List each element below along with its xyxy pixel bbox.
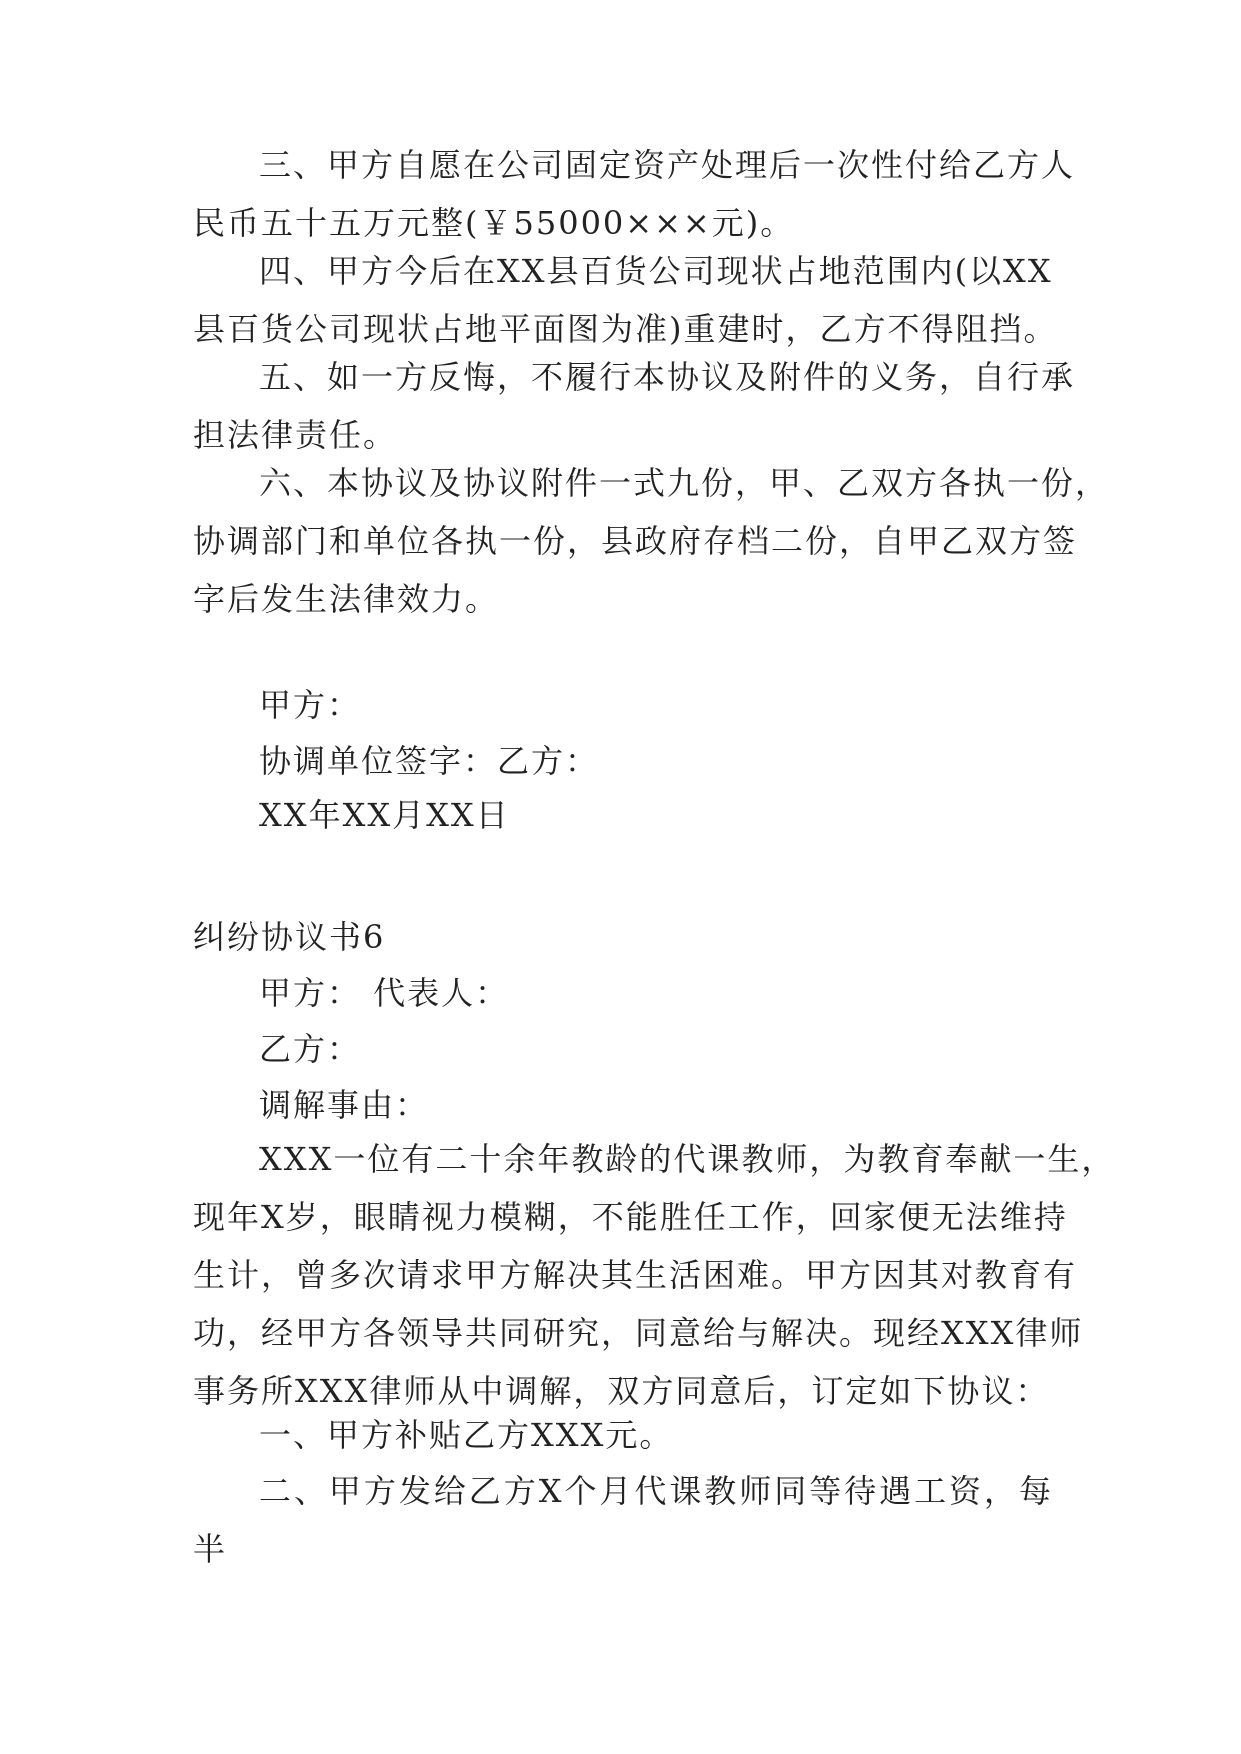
clause-4-line-2: 县百货公司现状占地平面图为准)重建时，乙方不得阻挡。	[193, 310, 1058, 348]
clause-6-line-1: 六、本协议及协议附件一式九份，甲、乙双方各执一份，	[259, 464, 1110, 502]
mediation-reason-text	[193, 1130, 1116, 1420]
coordinator-party-b-signature: 协调单位签字：乙方：	[259, 742, 600, 780]
clause-5	[193, 348, 1076, 464]
clause-3	[193, 136, 1076, 252]
clause-6	[193, 454, 1110, 628]
clause-6-line-3: 字后发生法律效力。	[193, 580, 500, 618]
agreement-6-title: 纠纷协议书6	[193, 918, 386, 956]
reason-line-3: 生计，曾多次请求甲方解决其生活困难。甲方因其对教育有	[193, 1256, 1078, 1294]
agreement-6-party-b: 乙方：	[259, 1030, 362, 1068]
party-a-signature: 甲方：	[259, 686, 362, 724]
reason-line-2: 现年X岁，眼睛视力模糊，不能胜任工作，回家便无法维持	[193, 1198, 1068, 1236]
agreement-6-clause-2: 二、甲方发给乙方X个月代课教师同等待遇工资，每半	[193, 1472, 1053, 1568]
agreement-6-clause-1: 一、甲方补贴乙方XXX元。	[259, 1416, 674, 1454]
reason-line-1: XXX一位有二十余年教龄的代课教师，为教育奉献一生，	[259, 1140, 1116, 1178]
clause-3-line-1: 三、甲方自愿在公司固定资产处理后一次性付给乙方人	[259, 146, 1076, 184]
clause-5-line-2: 担法律责任。	[193, 416, 398, 454]
clause-4	[193, 242, 1058, 358]
signature-date: XX年XX月XX日	[259, 796, 510, 834]
reason-line-4: 功，经甲方各领导共同研究，同意给与解决。现经XXX律师	[193, 1314, 1084, 1352]
agreement-6-party-a: 甲方： 代表人：	[259, 974, 510, 1012]
reason-line-5: 事务所XXX律师从中调解，双方同意后，订定如下协议：	[193, 1372, 1050, 1410]
mediation-reason-label: 调解事由：	[259, 1086, 430, 1124]
clause-6-line-2: 协调部门和单位各执一份，县政府存档二份，自甲乙双方签	[193, 522, 1078, 560]
clause-5-line-1: 五、如一方反悔，不履行本协议及附件的义务，自行承	[259, 358, 1076, 396]
clause-4-line-1: 四、甲方今后在XX县百货公司现状占地范围内(以XX	[259, 252, 1053, 290]
clause-3-line-2: 民币五十五万元整(￥55000×××元)。	[193, 204, 795, 242]
